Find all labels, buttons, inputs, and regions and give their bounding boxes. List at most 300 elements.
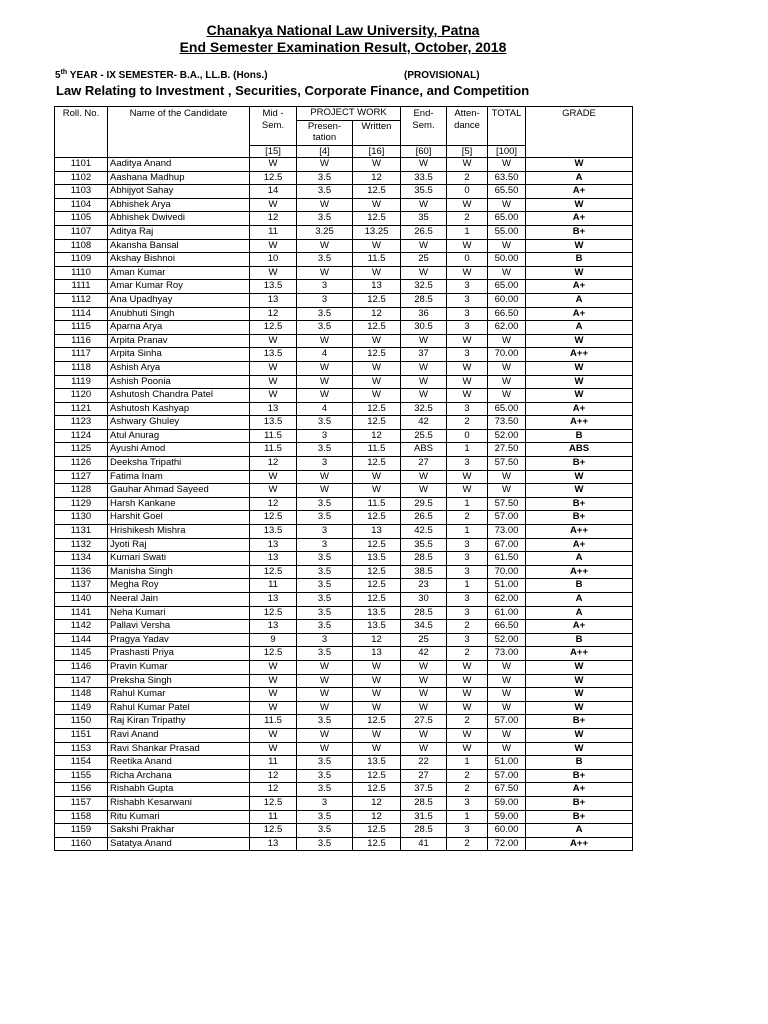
subject-title: Law Relating to Investment , Securities, Corporate Finance, and Competition [56,83,530,98]
roll-no: 1105 [55,212,108,226]
roll-no: 1145 [55,647,108,661]
candidate-name: Megha Roy [108,579,250,593]
presentation-mark: 3.5 [297,307,353,321]
candidate-name: Abhishek Arya [108,198,250,212]
presentation-mark: 3.5 [297,606,353,620]
grade: W [526,361,633,375]
candidate-name: Sakshi Prakhar [108,824,250,838]
presentation-mark: 3.5 [297,212,353,226]
presentation-mark: 3 [297,293,353,307]
roll-no: 1149 [55,701,108,715]
midsem-mark: W [250,375,297,389]
presentation-mark: W [297,674,353,688]
endsem-mark: W [401,198,447,212]
presentation-mark: 3.5 [297,593,353,607]
presentation-mark: W [297,484,353,498]
written-mark: 12.5 [353,769,401,783]
table-row [55,321,633,335]
presentation-mark: 3 [297,280,353,294]
candidate-name: Rishabh Kesarwani [108,796,250,810]
table-row [55,185,633,199]
grade: A [526,593,633,607]
grade: A++ [526,416,633,430]
attendance-mark: 3 [447,593,488,607]
attendance-mark: W [447,334,488,348]
presentation-mark: W [297,361,353,375]
endsem-mark: 41 [401,837,447,851]
midsem-mark: 12.5 [250,647,297,661]
midsem-mark: 11 [250,225,297,239]
candidate-name: Ritu Kumari [108,810,250,824]
midsem-mark: 12 [250,212,297,226]
attendance-mark: W [447,198,488,212]
endsem-mark: 28.5 [401,824,447,838]
candidate-name: Rahul Kumar [108,688,250,702]
presentation-mark: 3.5 [297,253,353,267]
presentation-mark: W [297,239,353,253]
attendance-mark: 1 [447,525,488,539]
presentation-mark: 3.5 [297,171,353,185]
grade: A [526,552,633,566]
col-total-header: TOTAL [488,107,526,146]
roll-no: 1144 [55,633,108,647]
table-row [55,361,633,375]
written-mark: W [353,239,401,253]
roll-no: 1101 [55,158,108,172]
table-row [55,715,633,729]
table-row [55,429,633,443]
total-mark: 57.00 [488,715,526,729]
roll-no: 1117 [55,348,108,362]
endsem-mark: 35.5 [401,185,447,199]
roll-no: 1127 [55,470,108,484]
written-mark: 12.5 [353,837,401,851]
written-mark: W [353,674,401,688]
midsem-mark: 12 [250,497,297,511]
roll-no: 1130 [55,511,108,525]
total-mark: 65.00 [488,212,526,226]
endsem-mark: 28.5 [401,606,447,620]
written-mark: 12.5 [353,416,401,430]
candidate-name: Satatya Anand [108,837,250,851]
attendance-mark: W [447,688,488,702]
candidate-name: Ashutosh Kashyap [108,402,250,416]
roll-no: 1102 [55,171,108,185]
candidate-name: Akansha Bansal [108,239,250,253]
roll-no: 1112 [55,293,108,307]
presentation-mark: 3.5 [297,810,353,824]
endsem-mark: 42 [401,647,447,661]
candidate-name: Neeral Jain [108,593,250,607]
written-mark: 12.5 [353,593,401,607]
presentation-mark: 3.5 [297,565,353,579]
total-mark: 60.00 [488,824,526,838]
written-mark: 12.5 [353,565,401,579]
midsem-mark: 12.5 [250,796,297,810]
written-mark: W [353,389,401,403]
endsem-mark: 28.5 [401,552,447,566]
roll-no: 1160 [55,837,108,851]
endsem-mark: W [401,701,447,715]
endsem-mark: W [401,484,447,498]
candidate-name: Rishabh Gupta [108,783,250,797]
written-mark: W [353,660,401,674]
midsem-mark: 12.5 [250,606,297,620]
written-mark: W [353,742,401,756]
midsem-mark: 9 [250,633,297,647]
roll-no: 1128 [55,484,108,498]
written-mark: W [353,728,401,742]
midsem-mark: 10 [250,253,297,267]
total-mark: 51.00 [488,579,526,593]
roll-no: 1108 [55,239,108,253]
grade: A+ [526,212,633,226]
midsem-mark: 11 [250,756,297,770]
written-mark: 12.5 [353,348,401,362]
candidate-name: Ana Upadhyay [108,293,250,307]
table-row [55,225,633,239]
written-mark: 12.5 [353,824,401,838]
midsem-line2: Sem. [261,120,285,131]
total-mark: 61.50 [488,552,526,566]
total-mark: 57.50 [488,497,526,511]
total-mark: 73.50 [488,416,526,430]
provisional-label: (PROVISIONAL) [404,70,480,81]
written-mark: 13 [353,525,401,539]
presentation-mark: 3.5 [297,552,353,566]
roll-no: 1156 [55,783,108,797]
candidate-name: Reetika Anand [108,756,250,770]
max-attendance: [5] [447,146,488,158]
candidate-name: Pravin Kumar [108,660,250,674]
grade: A [526,606,633,620]
total-mark: 73.00 [488,647,526,661]
midsem-mark: 13.5 [250,348,297,362]
written-mark: W [353,361,401,375]
col-name-header: Name of the Candidate [108,107,250,158]
header-row-1 [55,107,633,121]
grade: A++ [526,837,633,851]
attendance-mark: W [447,239,488,253]
attendance-mark: 3 [447,633,488,647]
total-mark: W [488,361,526,375]
col-attendance-header [447,107,488,146]
candidate-name: Hrishikesh Mishra [108,525,250,539]
endsem-mark: 32.5 [401,280,447,294]
total-mark: 63.50 [488,171,526,185]
table-row [55,606,633,620]
midsem-mark: W [250,728,297,742]
total-mark: W [488,266,526,280]
roll-no: 1159 [55,824,108,838]
attendance-mark: 2 [447,715,488,729]
exam-title: End Semester Examination Result, October, 2018 [179,39,507,55]
roll-no: 1158 [55,810,108,824]
attendance-mark: 1 [447,579,488,593]
endsem-mark: W [401,389,447,403]
table-row [55,198,633,212]
presentation-mark: 4 [297,348,353,362]
table-row [55,484,633,498]
roll-no: 1111 [55,280,108,294]
table-row [55,280,633,294]
roll-no: 1123 [55,416,108,430]
total-mark: 51.00 [488,756,526,770]
presentation-mark: 3.5 [297,416,353,430]
presentation-mark: W [297,742,353,756]
midsem-mark: 13 [250,402,297,416]
total-mark: W [488,334,526,348]
grade: W [526,334,633,348]
grade: W [526,674,633,688]
endsem-mark: W [401,470,447,484]
presentation-mark: W [297,334,353,348]
col-roll-header: Roll. No. [55,107,108,158]
roll-no: 1104 [55,198,108,212]
presentation-mark: W [297,728,353,742]
midsem-mark: W [250,266,297,280]
presentation-mark: 3.5 [297,715,353,729]
total-mark: 66.50 [488,307,526,321]
total-mark: 73.00 [488,525,526,539]
grade: B+ [526,225,633,239]
grade: W [526,728,633,742]
midsem-mark: W [250,239,297,253]
midsem-mark: 11.5 [250,443,297,457]
roll-no: 1137 [55,579,108,593]
attendance-line1: Atten- [454,108,480,119]
attendance-mark: 3 [447,824,488,838]
endsem-mark: 27 [401,769,447,783]
table-row [55,796,633,810]
endsem-line1: End- [413,108,434,119]
max-total: [100] [488,146,526,158]
grade: W [526,688,633,702]
candidate-name: Pragya Yadav [108,633,250,647]
total-mark: W [488,688,526,702]
grade: A+ [526,538,633,552]
endsem-mark: 37 [401,348,447,362]
attendance-mark: W [447,266,488,280]
year-semester-line [55,69,268,81]
written-mark: 12.5 [353,212,401,226]
grade: A [526,824,633,838]
candidate-name: Rahul Kumar Patel [108,701,250,715]
presentation-mark: W [297,701,353,715]
presentation-mark: 3.5 [297,511,353,525]
total-mark: W [488,389,526,403]
midsem-mark: 13.5 [250,416,297,430]
total-mark: 66.50 [488,620,526,634]
roll-no: 1103 [55,185,108,199]
grade: W [526,660,633,674]
presentation-mark: 3.5 [297,647,353,661]
grade: A++ [526,647,633,661]
presentation-mark: 3.25 [297,225,353,239]
grade: B+ [526,810,633,824]
grade: B+ [526,769,633,783]
attendance-mark: 2 [447,769,488,783]
roll-no: 1153 [55,742,108,756]
written-mark: W [353,701,401,715]
endsem-mark: W [401,375,447,389]
candidate-name: Harsh Kankane [108,497,250,511]
candidate-name: Akshay Bishnoi [108,253,250,267]
endsem-mark: 32.5 [401,402,447,416]
presentation-mark: 3.5 [297,824,353,838]
endsem-mark: 28.5 [401,293,447,307]
roll-no: 1154 [55,756,108,770]
table-row [55,810,633,824]
total-mark: 67.00 [488,538,526,552]
endsem-mark: ABS [401,443,447,457]
grade: A+ [526,402,633,416]
candidate-name: Ayushi Amod [108,443,250,457]
written-mark: 12.5 [353,457,401,471]
written-mark: 12.5 [353,538,401,552]
presentation-mark: W [297,158,353,172]
roll-no: 1132 [55,538,108,552]
presentation-mark: 3 [297,457,353,471]
midsem-line1: Mid - [262,108,284,119]
written-mark: 12 [353,307,401,321]
roll-no: 1121 [55,402,108,416]
midsem-mark: W [250,389,297,403]
total-mark: 60.00 [488,293,526,307]
attendance-mark: W [447,742,488,756]
table-row [55,688,633,702]
candidate-name: Aaditya Anand [108,158,250,172]
endsem-line2: Sem. [412,120,435,131]
midsem-mark: 12 [250,307,297,321]
year-superscript: th [60,69,68,76]
total-mark: 50.00 [488,253,526,267]
midsem-mark: 13 [250,837,297,851]
grade: W [526,239,633,253]
presentation-mark: W [297,198,353,212]
table-row [55,565,633,579]
written-mark: 12.5 [353,511,401,525]
total-mark: 65.00 [488,402,526,416]
total-mark: 70.00 [488,565,526,579]
grade: B [526,429,633,443]
grade: B [526,756,633,770]
max-presentation: [4] [297,146,353,158]
midsem-mark: 14 [250,185,297,199]
grade: W [526,266,633,280]
midsem-mark: W [250,334,297,348]
roll-no: 1129 [55,497,108,511]
presentation-mark: 3.5 [297,579,353,593]
col-written-header: Written [353,121,401,146]
total-mark: 61.00 [488,606,526,620]
endsem-mark: W [401,660,447,674]
written-mark: 11.5 [353,253,401,267]
endsem-mark: 30 [401,593,447,607]
endsem-mark: W [401,361,447,375]
table-row [55,742,633,756]
attendance-mark: 2 [447,783,488,797]
table-row [55,239,633,253]
attendance-mark: 3 [447,565,488,579]
attendance-mark: 2 [447,511,488,525]
written-mark: W [353,266,401,280]
written-mark: 13.25 [353,225,401,239]
total-mark: W [488,375,526,389]
attendance-mark: W [447,470,488,484]
presentation-mark: W [297,266,353,280]
grade: A+ [526,620,633,634]
candidate-name: Ashish Poonia [108,375,250,389]
roll-no: 1155 [55,769,108,783]
presentation-mark: 3 [297,525,353,539]
total-mark: W [488,484,526,498]
endsem-mark: 22 [401,756,447,770]
total-mark: 57.50 [488,457,526,471]
midsem-mark: 12.5 [250,511,297,525]
midsem-mark: W [250,701,297,715]
written-mark: W [353,158,401,172]
grade: B [526,579,633,593]
endsem-mark: 26.5 [401,225,447,239]
candidate-name: Raj Kiran Tripathy [108,715,250,729]
candidate-name: Ravi Anand [108,728,250,742]
table-row [55,470,633,484]
written-mark: 13.5 [353,606,401,620]
candidate-name: Deeksha Tripathi [108,457,250,471]
written-mark: 11.5 [353,443,401,457]
endsem-mark: W [401,158,447,172]
grade: W [526,158,633,172]
candidate-name: Gauhar Ahmad Sayeed [108,484,250,498]
total-mark: 72.00 [488,837,526,851]
endsem-mark: 25 [401,253,447,267]
table-row [55,443,633,457]
table-row [55,497,633,511]
table-row [55,402,633,416]
grade: ABS [526,443,633,457]
endsem-mark: 36 [401,307,447,321]
candidate-name: Ashish Arya [108,361,250,375]
roll-no: 1142 [55,620,108,634]
candidate-name: Prashasti Priya [108,647,250,661]
midsem-mark: 13 [250,538,297,552]
candidate-name: Ashutosh Chandra Patel [108,389,250,403]
attendance-mark: W [447,701,488,715]
written-mark: 12.5 [353,715,401,729]
presentation-mark: 4 [297,402,353,416]
grade: A [526,171,633,185]
max-midsem: [15] [250,146,297,158]
year-number: 5 [55,70,61,81]
result-table-body [55,107,633,851]
candidate-name: Abhijyot Sahay [108,185,250,199]
total-mark: 52.00 [488,633,526,647]
midsem-mark: 13 [250,293,297,307]
total-mark: W [488,158,526,172]
candidate-name: Pallavi Versha [108,620,250,634]
endsem-mark: 25.5 [401,429,447,443]
midsem-mark: 11.5 [250,429,297,443]
presentation-line1: Presen- [307,121,342,132]
roll-no: 1126 [55,457,108,471]
total-mark: W [488,239,526,253]
roll-no: 1115 [55,321,108,335]
candidate-name: Fatima Inam [108,470,250,484]
col-project-header: PROJECT WORK [297,107,401,121]
candidate-name: Abhishek Dwivedi [108,212,250,226]
attendance-mark: 2 [447,212,488,226]
